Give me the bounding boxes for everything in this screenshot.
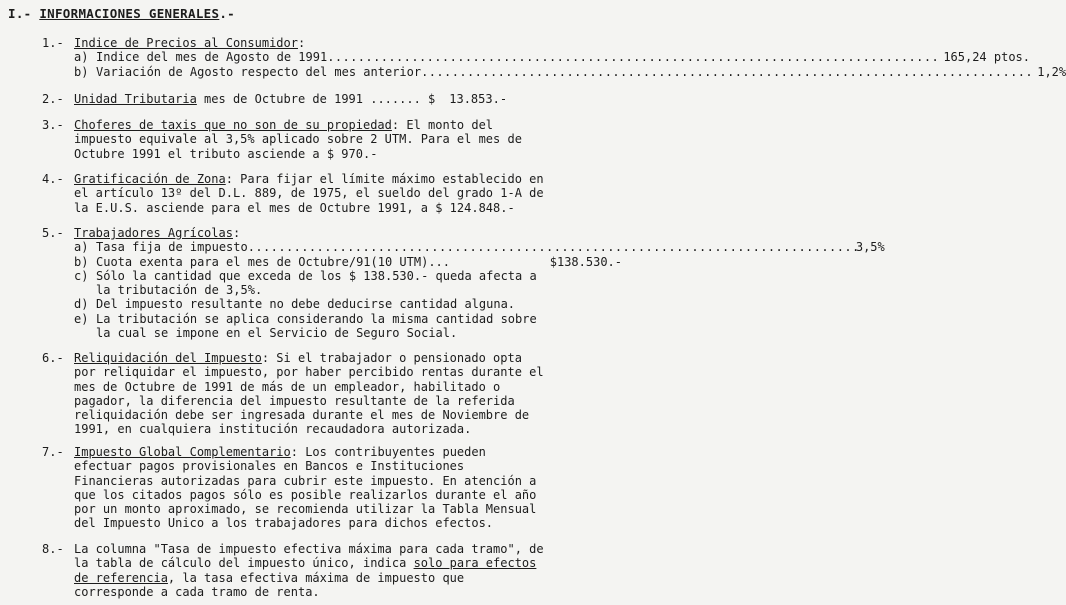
item-number: 7.- [42, 445, 64, 459]
section-title: INFORMACIONES GENERALES [39, 6, 220, 21]
item-title: Gratificación de Zona [74, 172, 226, 186]
item-6: 6.- Reliquidación del Impuesto: Si el trabajador o pensionado opta por reliquidar el impuesto, por haber percibido rentas durante el mes de Octubre de 1991 de más de un empleador, habilitado o pagador, la diferencia del impuesto resultante de la referida reliquidación debe ser ingresada durante el mes de Noviembre de 1991, en cualquiera institución recaudadora autorizada. [42, 351, 544, 437]
sub-item-e: e) La tributación se aplica considerando la misma cantidad sobre [74, 311, 537, 326]
item-title: Impuesto Global Complementario [74, 445, 291, 459]
item-title: Trabajadores Agrícolas [74, 226, 233, 240]
item-title: Reliquidación del Impuesto [74, 351, 262, 365]
item-number: 1.- [42, 36, 64, 50]
sub-item-a: a) Indice del mes de Agosto de 1991 . . . 165,24 ptos. [74, 50, 622, 64]
item-number: 5.- [42, 226, 64, 240]
item-number: 4.- [42, 172, 64, 186]
item-title: Indice de Precios al Consumidor [74, 36, 298, 50]
item-7: 7.- Impuesto Global Complementario: Los contribuyentes pueden efectuar pagos provisionales en Bancos e Instituciones Financieras autorizadas para cubrir este impuesto. En atención a que los citados pagos sólo es posible realizarlos durante el año por un monto aproximado, se recomienda utilizar la Tabla Mensual del Impuesto Unico a los trabajadores para dichos efectos. [42, 445, 537, 531]
item-1: 1.- Indice de Precios al Consumidor: a) Indice del mes de Agosto de 1991 . . . 165,24 ptos. b) Variación de Agosto respecto del mes anterior . . . 1,2% [42, 36, 622, 79]
item-title: Choferes de taxis que no son de su propiedad [74, 118, 392, 132]
sub-item-b: b) Variación de Agosto respecto del mes anterior . . . 1,2% [74, 65, 622, 79]
item-number: 8.- [42, 542, 64, 556]
item-8: 8.- La columna "Tasa de impuesto efectiva máxima para cada tramo", de la tabla de cálculo del impuesto único, indica solo para efectos de referencia, la tasa efectiva máxima de impuesto que corresponde a cada tramo de renta. [42, 542, 544, 599]
item-4: 4.- Gratificación de Zona: Para fijar el límite máximo establecido en el artículo 13º del D.L. 889, de 1975, el sueldo del grado 1-A de la E.U.S. asciende para el mes de Octubre 1991, a $ 124.848.- [42, 172, 544, 215]
item-number: 3.- [42, 118, 64, 132]
sub-item-a: a) Tasa fija de impuesto . . . 3,5% [74, 240, 622, 254]
item-number: 6.- [42, 351, 64, 365]
sub-item-b: b) Cuota exenta para el mes de Octubre/91(10 UTM)... $138.530.- [74, 254, 622, 269]
sub-item-d: d) Del impuesto resultante no debe deducirse cantidad alguna. [74, 297, 516, 312]
item-5: 5.- Trabajadores Agrícolas: a) Tasa fija de impuesto . . . 3,5% b) Cuota exenta para el mes de Octubre/91(10 UTM)... $138.530.- c) Sólo la cantidad que exceda de los $ 138.530.- queda afecta a la tributación de 3,5%. d) Del impuesto resultante no debe deducirse cantidad alguna. e) La tributación se aplica considerando la misma cantidad sobre la cual se impone en el Servicio de Seguro Social. [42, 226, 622, 340]
emphasis-text: solo para efectos [413, 556, 537, 571]
emphasis-text: de referencia [74, 570, 168, 585]
item-number: 2.- [42, 92, 64, 106]
item-title: Unidad Tributaria [74, 92, 197, 106]
sub-item-c: c) Sólo la cantidad que exceda de los $ 138.530.- queda afecta a [74, 268, 537, 283]
section-heading: I.- INFORMACIONES GENERALES.- [8, 6, 235, 21]
item-2: 2.- Unidad Tributaria mes de Octubre de 1991 ....... $ 13.853.- [42, 92, 508, 106]
item-3: 3.- Choferes de taxis que no son de su propiedad: El monto del impuesto equivale al 3,5% aplicado sobre 2 UTM. Para el mes de Octubre 1991 el tributo asciende a $ 970.- [42, 118, 522, 161]
